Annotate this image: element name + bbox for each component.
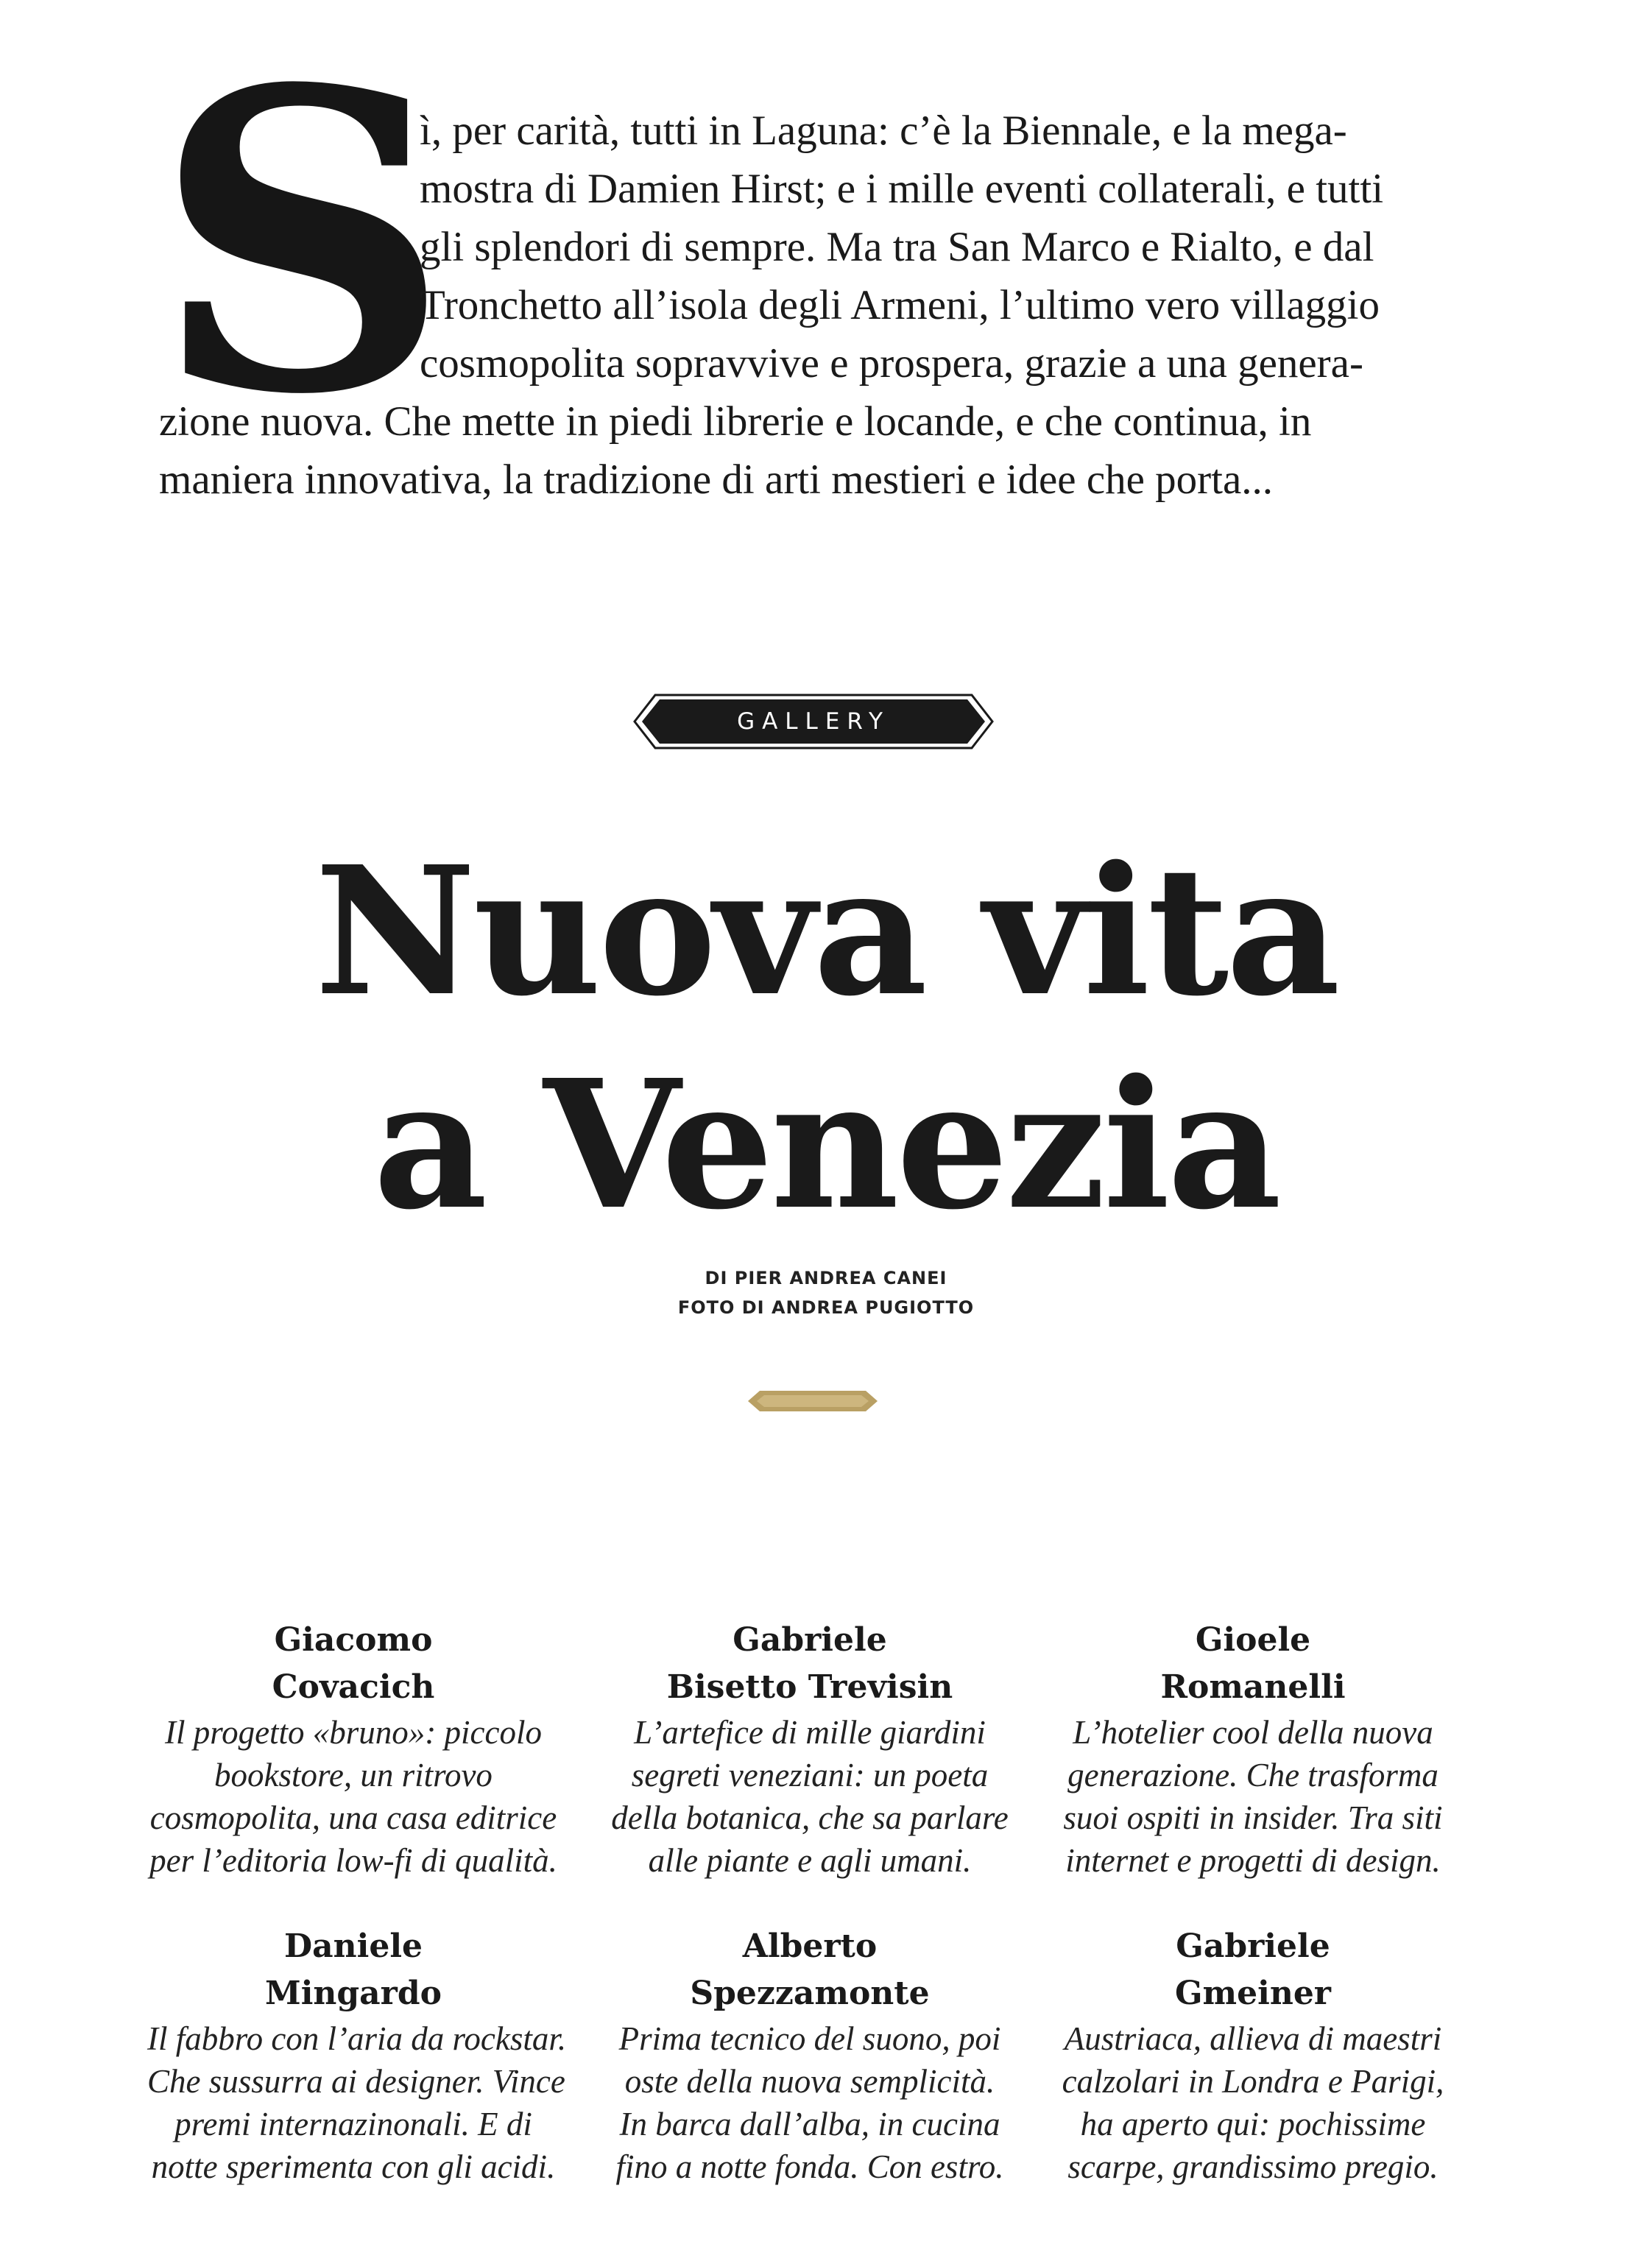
profile-name-line: Bisetto Trevisin [666,1668,953,1706]
profile-name [1047,1617,1459,1711]
profile-desc-line: cosmopolita, una casa editrice [149,1799,557,1836]
profile-desc-line: premi internazinonali. E di [174,2106,532,2142]
profile-name-line: Daniele [283,1927,423,1965]
profile-card [604,1923,1016,2188]
profile-desc-line: Prima tecnico del suono, poi [618,2020,1001,2057]
profile-desc-line: segreti veneziani: un poeta [631,1757,989,1793]
profile-desc-line: ha aperto qui: pochissime [1080,2106,1426,2142]
profile-card [1047,1617,1459,1882]
profile-desc-line: Che sussurra ai designer. Vince [147,2063,565,2100]
intro-line: mostra di Damien Hirst; e i mille eventi collaterali, e tutti [420,166,1384,212]
profile-desc-line: fino a notte fonda. Con estro. [615,2148,1004,2185]
profile-desc-line: Austriaca, allieva di maestri [1064,2020,1442,2057]
profile-desc-line: Il fabbro con l’aria da rockstar. [147,2020,567,2057]
profile-description [1047,1711,1459,1882]
intro-line: Tronchetto all’isola degli Armeni, l’ultimo vero villaggio [420,282,1380,328]
intro-line: ì, per carità, tutti in Laguna: c’è la Biennale, e la mega- [420,107,1347,154]
byline-photo: FOTO DI ANDREA PUGIOTTO [677,1297,975,1318]
profile-name-line: Covacich [272,1668,435,1706]
drop-cap: S [153,1,451,485]
intro-paragraph [159,102,1455,509]
badge-label: GALLERY [737,708,890,735]
ornament-divider [746,1389,879,1414]
byline [0,1263,1652,1322]
profile-desc-line: scarpe, grandissimo pregio. [1067,2148,1439,2185]
byline-author: DI PIER ANDREA CANEI [705,1268,947,1288]
profile-desc-line: suoi ospiti in insider. Tra siti [1063,1799,1443,1836]
profile-desc-line: alle piante e agli umani. [648,1842,972,1879]
profile-card [147,1617,560,1882]
intro-line: gli splendori di sempre. Ma tra San Marco e Rialto, e dal [420,224,1374,270]
profile-name-line: Gabriele [1176,1927,1330,1965]
profile-desc-line: Il progetto «bruno»: piccolo [164,1714,542,1751]
intro-line: cosmopolita sopravvive e prospera, grazie a una genera- [420,340,1363,387]
profile-name-line: Mingardo [265,1975,442,2012]
profile-card [147,1923,567,2188]
profile-name-line: Spezzamonte [690,1975,930,2012]
profile-desc-line: L’hotelier cool della nuova [1073,1714,1433,1751]
profile-desc-line: per l’editoria low-fi di qualità. [149,1842,557,1879]
title-line-2: a Venezia [373,1041,1279,1249]
profile-description [147,1711,560,1882]
intro-line: maniera innovativa, la tradizione di arti mestieri e idee che porta... [159,456,1274,503]
profile-name [147,1617,560,1711]
profile-description [1047,2017,1459,2188]
profile-card [1047,1923,1459,2188]
profile-desc-line: della botanica, che sa parlare [611,1799,1009,1836]
profile-description [604,2017,1016,2188]
profile-desc-line: calzolari in Londra e Parigi, [1062,2063,1444,2100]
profile-card [604,1617,1016,1882]
profile-description [604,1711,1016,1882]
profile-name-line: Romanelli [1160,1668,1346,1706]
profile-desc-line: oste della nuova semplicità. [624,2063,995,2100]
profile-desc-line: generazione. Che trasforma [1067,1757,1439,1793]
profile-name-line: Giacomo [274,1621,433,1659]
profile-desc-line: internet e progetti di design. [1065,1842,1441,1879]
profile-name-line: Gabriele [733,1621,887,1659]
profile-desc-line: notte sperimenta con gli acidi. [151,2148,556,2185]
profile-desc-line: L’artefice di mille giardini [634,1714,986,1751]
profile-name-line: Gmeiner [1174,1975,1331,2012]
profile-name [1047,1923,1459,2017]
profile-desc-line: In barca dall’alba, in cucina [619,2106,1000,2142]
profile-name-line: Alberto [742,1927,878,1965]
intro-line: zione nuova. Che mette in piedi librerie e locande, e che continua, in [159,398,1312,445]
profile-desc-line: bookstore, un ritrovo [214,1757,493,1793]
title-line-1: Nuova vita [314,828,1338,1035]
profile-description [147,2017,567,2188]
gallery-badge [633,694,994,749]
profile-name-line: Gioele [1195,1621,1311,1659]
profile-name [604,1617,1016,1711]
profile-name [147,1923,560,2017]
profile-name [604,1923,1016,2017]
page-title [0,825,1652,1252]
